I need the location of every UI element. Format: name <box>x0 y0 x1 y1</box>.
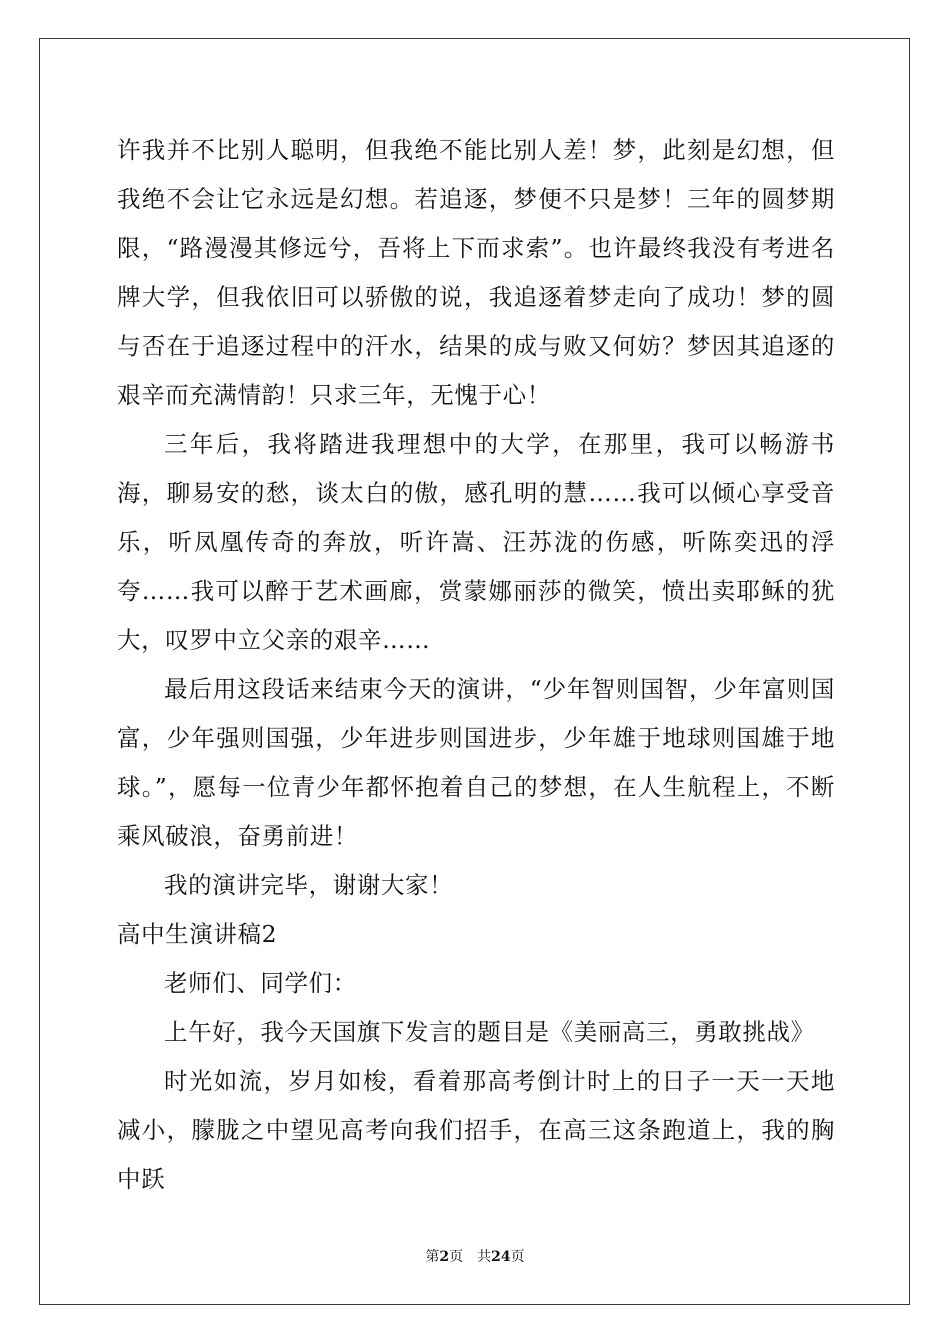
paragraph: 许我并不比别人聪明，但我绝不能比别人差！梦，此刻是幻想，但我绝不会让它永远是幻想。若追逐，梦便不只是梦！三年的圆梦期限，“路漫漫其修远兮，吾将上下而求索”。也许最终我没有考进名牌大学，但我依旧可以骄傲的说，我追逐着梦走向了成功！梦的圆与否在于追逐过程中的汗水，结果的成与败又何妨？梦因其追逐的艰辛而充满情韵！只求三年，无愧于心！ <box>117 136 835 409</box>
current-page-number: 2 <box>439 1249 450 1265</box>
paragraph: 三年后，我将踏进我理想中的大学，在那里，我可以畅游书海，聊易安的愁，谈太白的傲，感孔明的慧……我可以倾心享受音乐，听凤凰传奇的奔放，听许嵩、汪苏泷的伤感，听陈奕迅的浮夸……我可以醉于艺术画廊，赏蒙娜丽莎的微笑，愤出卖耶稣的犹大，叹罗中立父亲的艰辛…… <box>117 430 835 654</box>
paragraph: 我的演讲完毕，谢谢大家！ <box>164 871 454 899</box>
document-body <box>117 126 835 1204</box>
total-label-prefix: 共 <box>477 1249 492 1265</box>
paragraph: 上午好，我今天国旗下发言的题目是《美丽高三，勇敢挑战》 <box>164 1018 815 1046</box>
page-footer <box>0 1246 950 1266</box>
paragraph: 时光如流，岁月如梭，看着那高考倒计时上的日子一天一天地减小，朦胧之中望见高考向我们招手，在高三这条跑道上，我的胸中跃 <box>117 1067 835 1193</box>
paragraph: 最后用这段话来结束今天的演讲，“少年智则国智，少年富则国富，少年强则国强，少年进步则国进步，少年雄于地球则国雄于地球。”，愿每一位青少年都怀抱着自己的梦想，在人生航程上，不断乘风破浪，奋勇前进！ <box>117 675 835 850</box>
page-label-suffix: 页 <box>449 1249 464 1265</box>
total-label-suffix: 页 <box>510 1249 525 1265</box>
paragraph: 老师们、同学们： <box>164 969 357 997</box>
section-heading: 高中生演讲稿2 <box>117 920 278 948</box>
total-page-number: 24 <box>491 1249 511 1265</box>
page-label-prefix: 第 <box>425 1249 440 1265</box>
